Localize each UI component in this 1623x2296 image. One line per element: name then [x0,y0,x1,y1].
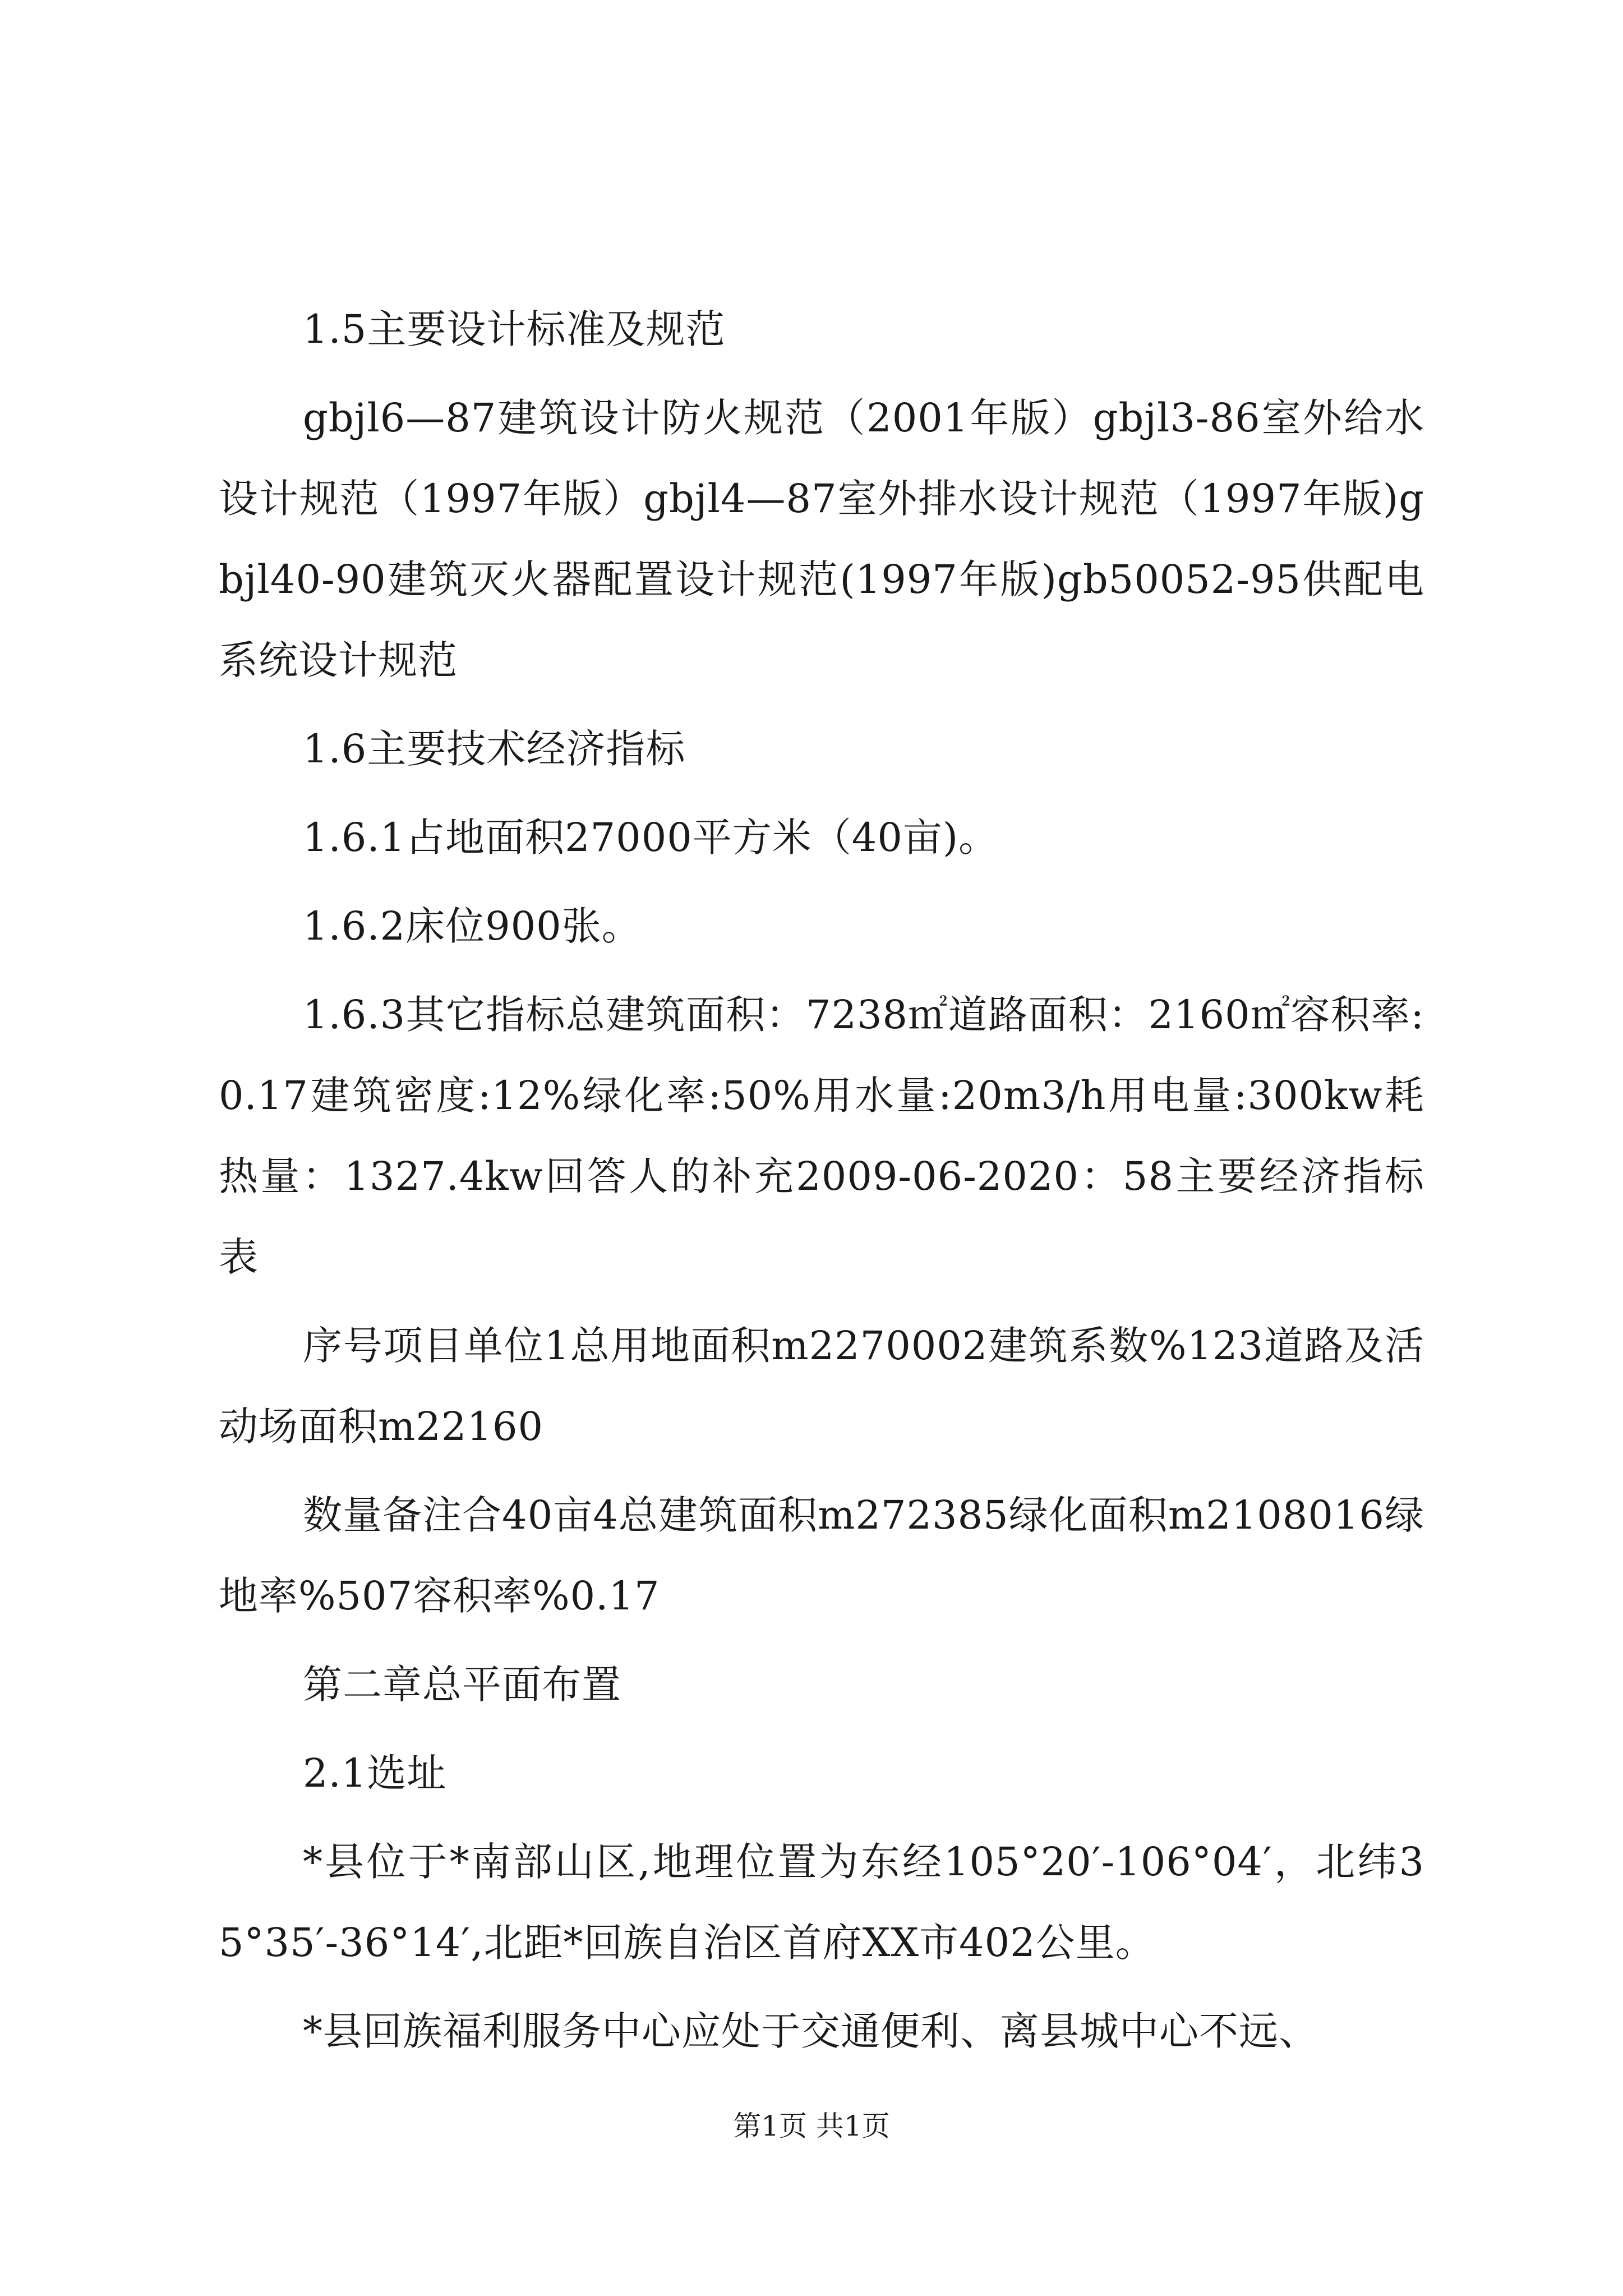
section-heading-1-6: 1.6主要技术经济指标 [303,726,686,772]
paragraph-land-area: 1.6.1占地面积27000平方米（40亩)。 [303,815,999,861]
paragraph-beds: 1.6.2床位900张。 [303,903,642,949]
paragraph-site-requirements: *县回族福利服务中心应处于交通便利、离县城中心不远、 [303,2008,1318,2054]
chapter-heading-2: 第二章总平面布置 [303,1662,621,1708]
section-heading-2-1: 2.1选址 [303,1750,447,1796]
paragraph-other-indicators: 1.6.3其它指标总建筑面积：7238㎡道路面积：2160㎡容积率:0.17建筑密度:12%绿化率:50%用水量:20m3/h用电量:300kw耗热量：1327.4kw回答人的补充2009-06-2020：58主要经济指标表 [219,992,1424,1280]
page-footer: 第1页 共1页 [733,2110,890,2142]
paragraph-standards-list: gbjl6—87建筑设计防火规范（2001年版）gbjl3-86室外给水设计规范（1997年版）gbjl4—87室外排水设计规范（1997年版)gbjl40-90建筑灭火器配置设计规范(1997年版)gb50052-95供配电系统设计规范 [219,395,1424,683]
paragraph-location: *县位于*南部山区,地理位置为东经105°20′-106°04′，北纬35°35′-36°14′,北距*回族自治区首府XX市402公里。 [219,1839,1424,1966]
paragraph-indicator-table-1: 序号项目单位1总用地面积m2270002建筑系数%123道路及活动场面积m22160 [219,1323,1424,1450]
paragraph-indicator-table-2: 数量备注合40亩4总建筑面积m272385绿化面积m2108016绿地率%507容积率%0.17 [219,1492,1424,1619]
section-heading-1-5: 1.5主要设计标准及规范 [303,306,726,352]
document-body [219,289,1424,2079]
